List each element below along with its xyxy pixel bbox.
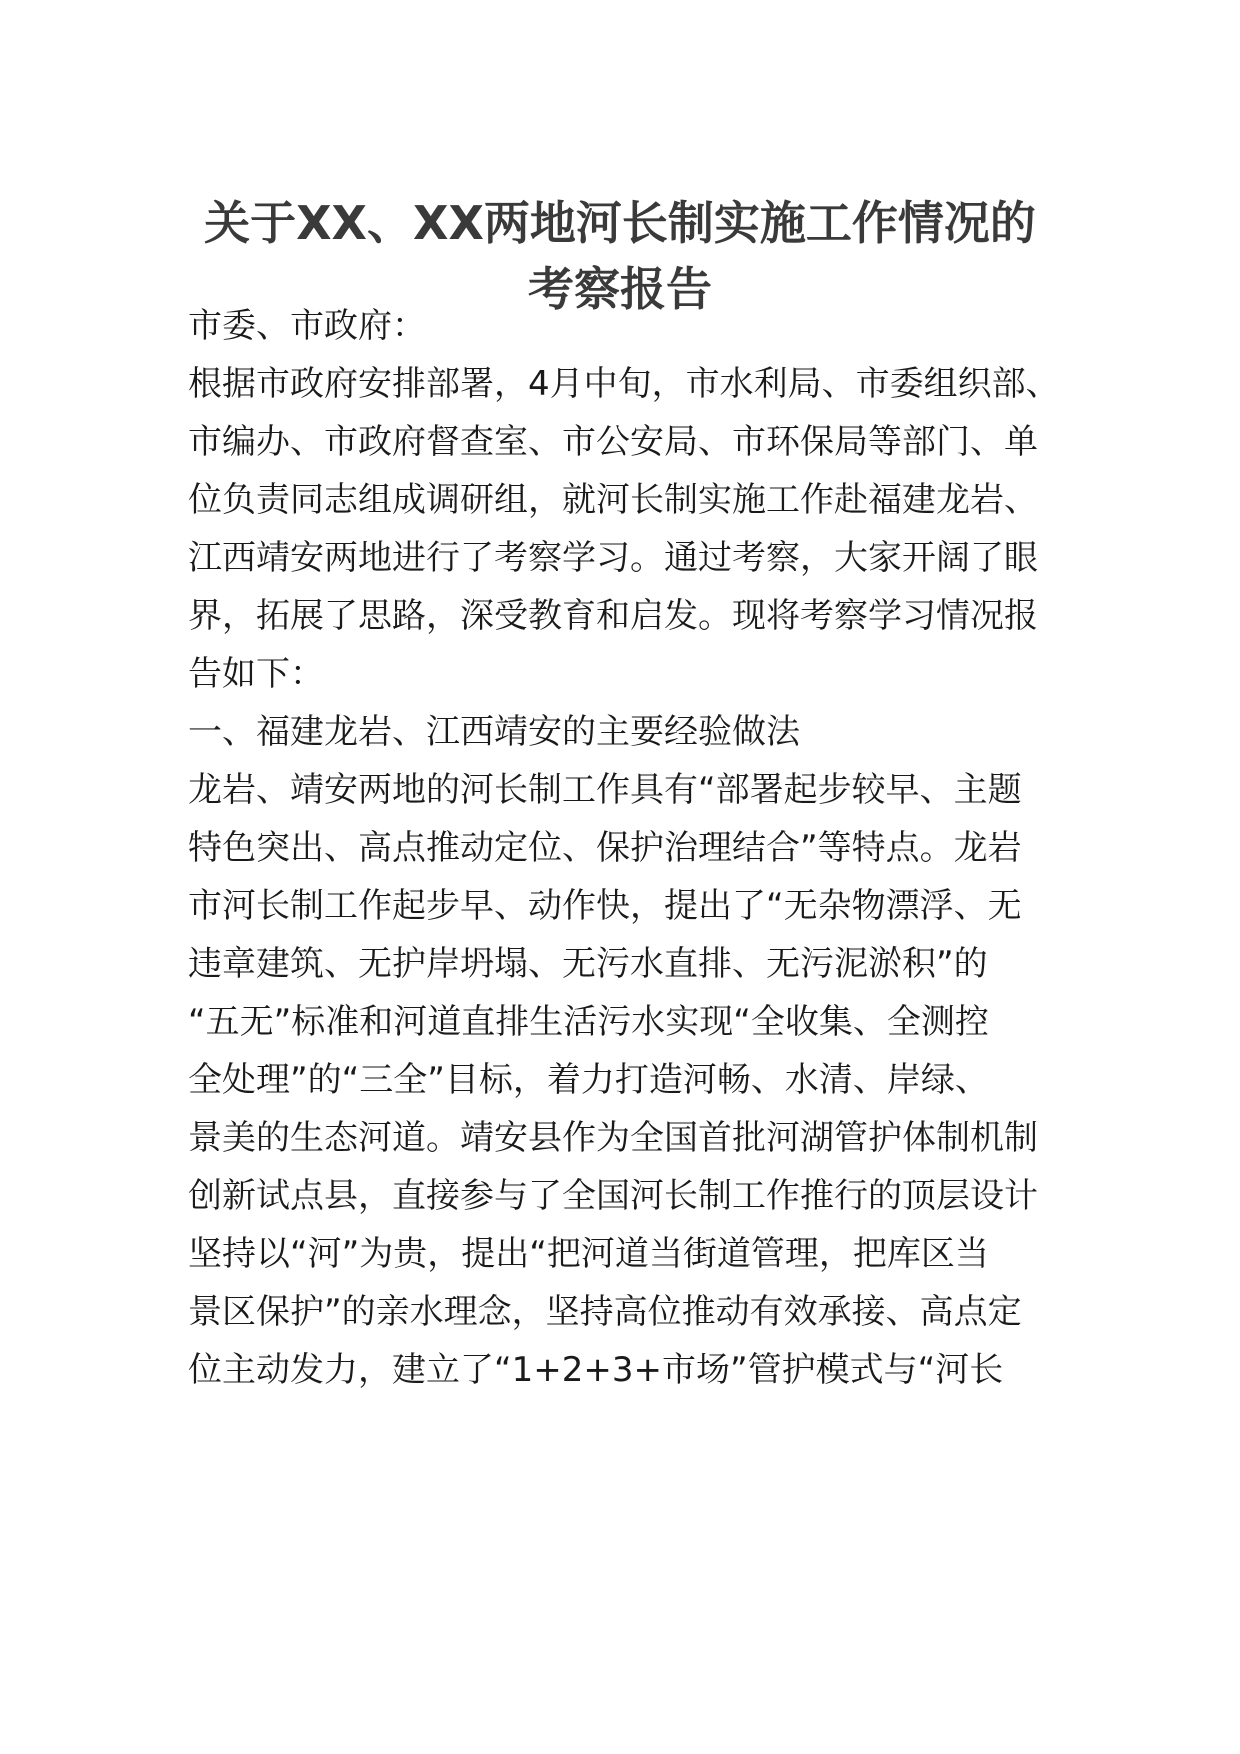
body-line: “五无”标准和河道直排生活污水实现“全收集、全测控 — [188, 1002, 989, 1042]
body-line: 市编办、市政府督查室、市公安局、市环保局等部门、单 — [188, 422, 1038, 462]
body-line: 位负责同志组成调研组，就河长制实施工作赴福建龙岩、 — [188, 480, 1038, 520]
body-line: 创新试点县，直接参与了全国河长制工作推行的顶层设计 — [188, 1176, 1038, 1216]
body-line: 违章建筑、无护岸坍塌、无污水直排、无污泥淤积”的 — [188, 944, 988, 984]
body-line: 龙岩、靖安两地的河长制工作具有“部署起步较早、主题 — [188, 770, 1022, 810]
body-line: 特色突出、高点推动定位、保护治理结合”等特点。龙岩 — [188, 828, 1022, 868]
body-line: 江西靖安两地进行了考察学习。通过考察，大家开阔了眼 — [188, 538, 1038, 578]
body-line: 全处理”的“三全”目标，着力打造河畅、水清、岸绿、 — [188, 1060, 989, 1100]
document-title-line-1: 关于XX、XX两地河长制实施工作情况的 — [204, 196, 1036, 250]
document-title-line-2: 考察报告 — [528, 262, 712, 316]
body-line: 坚持以“河”为贵，提出“把河道当街道管理，把库区当 — [188, 1234, 989, 1274]
body-line: 景区保护”的亲水理念，坚持高位推动有效承接、高点定 — [188, 1292, 1022, 1332]
body-line: 景美的生态河道。靖安县作为全国首批河湖管护体制机制 — [188, 1118, 1038, 1158]
body-line: 界，拓展了思路，深受教育和启发。现将考察学习情况报 — [188, 596, 1038, 636]
salutation: 市委、市政府： — [188, 306, 426, 346]
body-line: 位主动发力，建立了“1+2+3+市场”管护模式与“河长 — [188, 1350, 1004, 1390]
section-heading: 一、福建龙岩、江西靖安的主要经验做法 — [188, 712, 800, 752]
body-line: 市河长制工作起步早、动作快，提出了“无杂物漂浮、无 — [188, 886, 1022, 926]
body-line: 根据市政府安排部署，4月中旬，市水利局、市委组织部、 — [188, 364, 1060, 404]
body-line: 告如下： — [188, 654, 324, 694]
